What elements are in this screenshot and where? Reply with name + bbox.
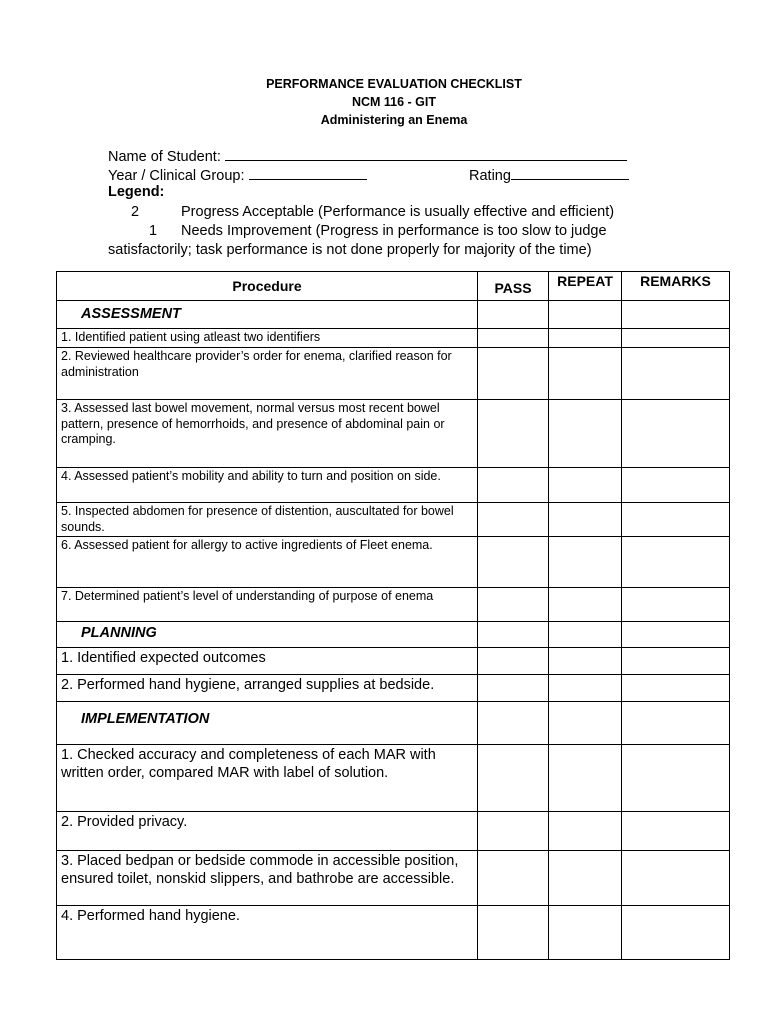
- pass-cell[interactable]: [478, 348, 549, 400]
- year-group-field[interactable]: [249, 165, 367, 180]
- section-row: [57, 301, 730, 329]
- procedure-step: 1. Checked accuracy and completeness of each MAR with written order, compared MAR with label of solution.: [57, 745, 478, 812]
- section-row: [57, 702, 730, 745]
- section-planning: PLANNING: [57, 622, 478, 648]
- repeat-cell[interactable]: [549, 648, 622, 675]
- table-row: [57, 468, 730, 503]
- table-row: [57, 348, 730, 400]
- table-header-row: [57, 272, 730, 301]
- remarks-cell[interactable]: [622, 329, 730, 348]
- remarks-cell[interactable]: [622, 588, 730, 622]
- remarks-cell[interactable]: [622, 400, 730, 468]
- procedure-step: 4. Assessed patient’s mobility and ability to turn and position on side.: [57, 468, 478, 503]
- legend-text: Needs Improvement (Progress in performance is too slow to judge: [181, 223, 607, 239]
- student-name-field[interactable]: [225, 146, 627, 161]
- remarks-cell[interactable]: [622, 503, 730, 537]
- col-repeat: REPEAT: [549, 272, 622, 301]
- remarks-cell[interactable]: [622, 348, 730, 400]
- table-row: [57, 400, 730, 468]
- repeat-cell[interactable]: [549, 468, 622, 503]
- remarks-cell[interactable]: [622, 468, 730, 503]
- table-row: [57, 648, 730, 675]
- table-row: [57, 812, 730, 851]
- repeat-cell[interactable]: [549, 702, 622, 745]
- table-row: [57, 851, 730, 906]
- procedure-step: 5. Inspected abdomen for presence of distention, auscultated for bowel sounds.: [57, 503, 478, 537]
- section-implementation: IMPLEMENTATION: [57, 702, 478, 745]
- legend-text: Progress Acceptable (Performance is usually effective and efficient): [181, 204, 615, 220]
- procedure-step: 1. Identified patient using atleast two identifiers: [57, 329, 478, 348]
- pass-cell[interactable]: [478, 745, 549, 812]
- pass-cell[interactable]: [478, 468, 549, 503]
- section-assessment: ASSESSMENT: [57, 301, 478, 329]
- pass-cell[interactable]: [478, 588, 549, 622]
- table-row: [57, 503, 730, 537]
- pass-cell[interactable]: [478, 702, 549, 745]
- remarks-cell[interactable]: [622, 702, 730, 745]
- legend-label: Legend:: [108, 184, 165, 200]
- table-row: [57, 329, 730, 348]
- pass-cell[interactable]: [478, 906, 549, 960]
- legend-continuation: satisfactorily; task performance is not done properly for majority of the time): [108, 242, 592, 258]
- repeat-cell[interactable]: [549, 329, 622, 348]
- pass-cell[interactable]: [478, 503, 549, 537]
- table-row: [57, 588, 730, 622]
- repeat-cell[interactable]: [549, 301, 622, 329]
- rating-label: Rating: [469, 168, 511, 184]
- table-row: [57, 906, 730, 960]
- procedure-step: 3. Assessed last bowel movement, normal versus most recent bowel pattern, presence of hemorrhoids, and presence of abdominal pain or cramping.: [57, 400, 478, 468]
- table-row: [57, 745, 730, 812]
- pass-cell[interactable]: [478, 301, 549, 329]
- page-title: PERFORMANCE EVALUATION CHECKLIST: [266, 77, 522, 91]
- procedure-step: 2. Reviewed healthcare provider’s order for enema, clarified reason for administration: [57, 348, 478, 400]
- section-row: [57, 622, 730, 648]
- student-name-label: Name of Student:: [108, 149, 221, 165]
- skill-title: Administering an Enema: [320, 113, 468, 127]
- pass-cell[interactable]: [478, 537, 549, 588]
- year-group-label: Year / Clinical Group:: [108, 168, 245, 184]
- legend-score: 2: [131, 204, 140, 220]
- remarks-cell[interactable]: [622, 675, 730, 702]
- repeat-cell[interactable]: [549, 622, 622, 648]
- procedure-step: 2. Provided privacy.: [57, 812, 478, 851]
- col-pass: PASS: [478, 272, 549, 301]
- remarks-cell[interactable]: [622, 301, 730, 329]
- course-code: NCM 116 - GIT: [351, 95, 437, 109]
- rating-field[interactable]: [511, 165, 629, 180]
- pass-cell[interactable]: [478, 851, 549, 906]
- procedure-step: 2. Performed hand hygiene, arranged supplies at bedside.: [57, 675, 478, 702]
- col-remarks: REMARKS: [622, 272, 730, 301]
- col-procedure: Procedure: [57, 272, 478, 301]
- pass-cell[interactable]: [478, 648, 549, 675]
- repeat-cell[interactable]: [549, 588, 622, 622]
- pass-cell[interactable]: [478, 812, 549, 851]
- table-row: [57, 675, 730, 702]
- legend-item: [131, 204, 139, 220]
- checklist-table: [56, 271, 730, 960]
- remarks-cell[interactable]: [622, 812, 730, 851]
- repeat-cell[interactable]: [549, 906, 622, 960]
- legend-item: [149, 223, 157, 239]
- procedure-step: 7. Determined patient’s level of understanding of purpose of enema: [57, 588, 478, 622]
- procedure-step: 4. Performed hand hygiene.: [57, 906, 478, 960]
- remarks-cell[interactable]: [622, 906, 730, 960]
- repeat-cell[interactable]: [549, 851, 622, 906]
- repeat-cell[interactable]: [549, 348, 622, 400]
- table-row: [57, 537, 730, 588]
- remarks-cell[interactable]: [622, 745, 730, 812]
- repeat-cell[interactable]: [549, 537, 622, 588]
- repeat-cell[interactable]: [549, 503, 622, 537]
- legend-score: 1: [149, 223, 158, 239]
- procedure-step: 6. Assessed patient for allergy to active ingredients of Fleet enema.: [57, 537, 478, 588]
- repeat-cell[interactable]: [549, 400, 622, 468]
- rating-row: [469, 165, 629, 184]
- pass-cell[interactable]: [478, 400, 549, 468]
- pass-cell[interactable]: [478, 675, 549, 702]
- procedure-step: 3. Placed bedpan or bedside commode in accessible position, ensured toilet, nonskid slippers, and bathrobe are accessible.: [57, 851, 478, 906]
- pass-cell[interactable]: [478, 329, 549, 348]
- student-name-row: [108, 146, 627, 165]
- repeat-cell[interactable]: [549, 745, 622, 812]
- remarks-cell[interactable]: [622, 622, 730, 648]
- repeat-cell[interactable]: [549, 812, 622, 851]
- repeat-cell[interactable]: [549, 675, 622, 702]
- year-group-row: [108, 165, 367, 184]
- procedure-step: 1. Identified expected outcomes: [57, 648, 478, 675]
- remarks-cell[interactable]: [622, 648, 730, 675]
- remarks-cell[interactable]: [622, 851, 730, 906]
- remarks-cell[interactable]: [622, 537, 730, 588]
- pass-cell[interactable]: [478, 622, 549, 648]
